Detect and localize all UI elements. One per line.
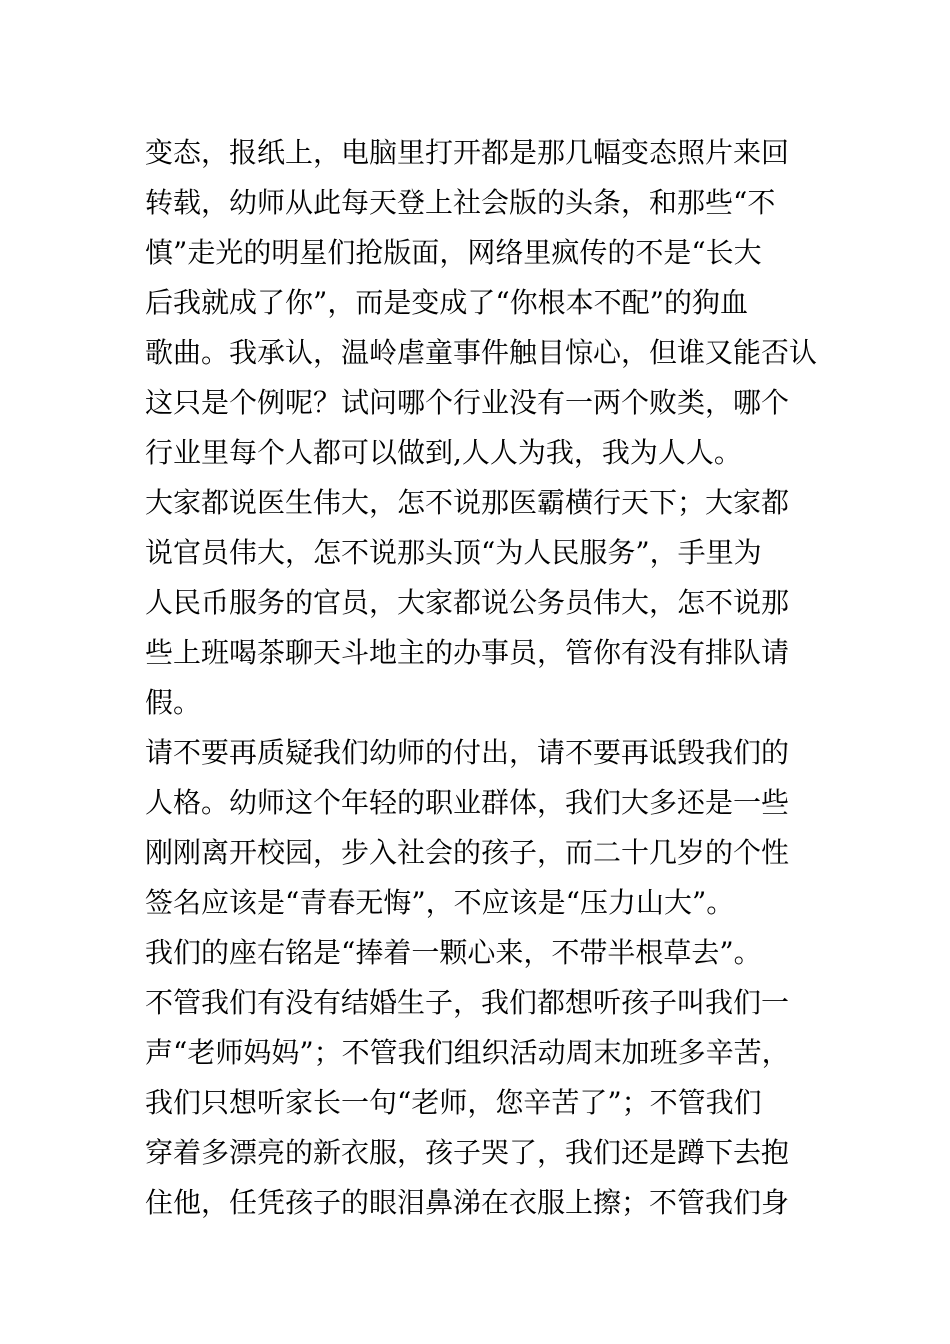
text-line: 声“老师妈妈”；不管我们组织活动周末加班多辛苦， bbox=[145, 1036, 790, 1069]
text-line: 我们只想听家长一句“老师，您辛苦了”；不管我们 bbox=[145, 1086, 762, 1119]
text-line: 我们的座右铭是“捧着一颗心来，不带半根草去”。 bbox=[145, 936, 762, 969]
text-line: 住他，任凭孩子的眼泪鼻涕在衣服上擦；不管我们身 bbox=[145, 1186, 790, 1219]
text-line: 行业里每个人都可以做到,人人为我，我为人人。 bbox=[145, 436, 742, 469]
text-line: 人民币服务的官员，大家都说公务员伟大，怎不说那 bbox=[145, 586, 790, 619]
text-line: 大家都说医生伟大，怎不说那医霸横行天下；大家都 bbox=[145, 486, 790, 519]
text-line: 些上班喝茶聊天斗地主的办事员，管你有没有排队请 bbox=[145, 636, 790, 669]
text-line: 人格。幼师这个年轻的职业群体，我们大多还是一些 bbox=[145, 786, 790, 819]
text-line: 这只是个例呢？试问哪个行业没有一两个败类，哪个 bbox=[145, 386, 790, 419]
text-line: 穿着多漂亮的新衣服，孩子哭了，我们还是蹲下去抱 bbox=[145, 1136, 790, 1169]
body-text bbox=[145, 128, 825, 1228]
text-line: 歌曲。我承认，温岭虐童事件触目惊心，但谁又能否认 bbox=[145, 336, 818, 369]
text-line: 慎”走光的明星们抢版面，网络里疯传的不是“长大 bbox=[145, 236, 762, 269]
text-line: 变态，报纸上，电脑里打开都是那几幅变态照片来回 bbox=[145, 136, 790, 169]
text-line: 说官员伟大，怎不说那头顶“为人民服务”，手里为 bbox=[145, 536, 762, 569]
text-line: 假。 bbox=[145, 686, 202, 719]
text-line: 刚刚离开校园，步入社会的孩子，而二十几岁的个性 bbox=[145, 836, 790, 869]
text-line: 转载，幼师从此每天登上社会版的头条，和那些“不 bbox=[145, 186, 776, 219]
text-line: 签名应该是“青春无悔”，不应该是“压力山大”。 bbox=[145, 886, 735, 919]
text-line: 不管我们有没有结婚生子，我们都想听孩子叫我们一 bbox=[145, 986, 790, 1019]
text-line: 后我就成了你”，而是变成了“你根本不配”的狗血 bbox=[145, 286, 748, 319]
text-line: 请不要再质疑我们幼师的付出，请不要再诋毁我们的 bbox=[145, 736, 790, 769]
